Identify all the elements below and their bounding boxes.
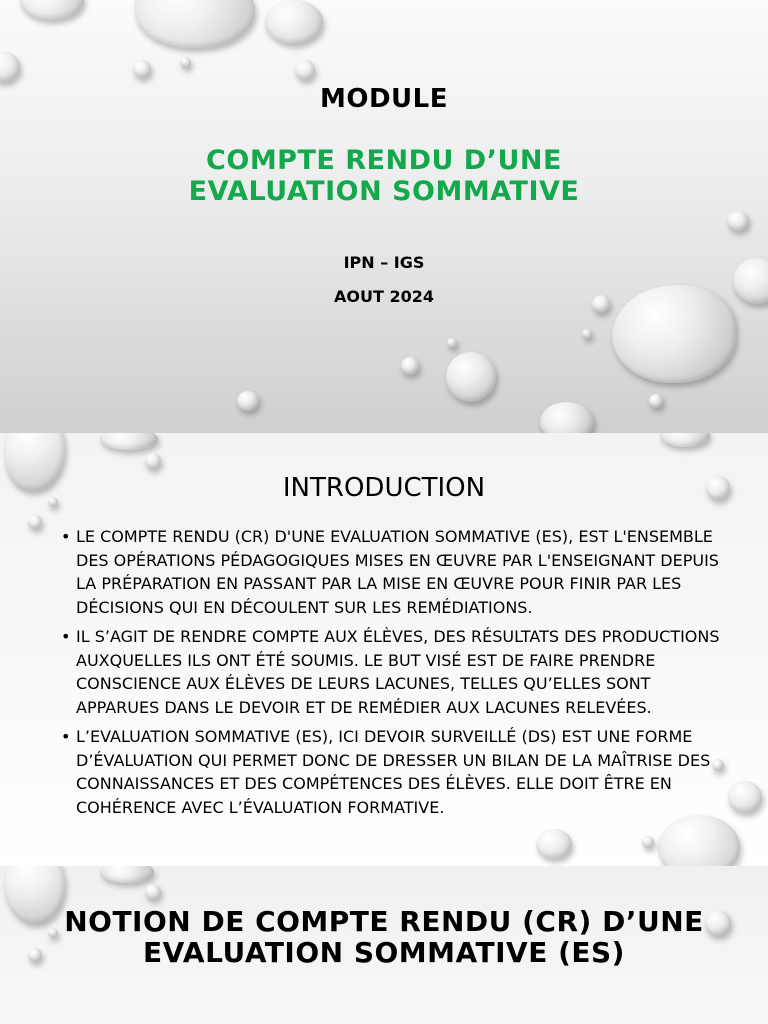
water-drop — [133, 60, 151, 78]
water-drop — [180, 57, 191, 68]
water-drop — [0, 52, 20, 82]
water-drop — [727, 211, 749, 231]
water-drop — [401, 357, 419, 375]
water-drop — [660, 433, 710, 447]
water-drop — [536, 829, 572, 859]
slide-title — [0, 0, 768, 433]
notion-title-line-2: EVALUATION SOMMATIVE (ES) — [143, 936, 625, 969]
water-drop — [295, 60, 315, 80]
water-drop — [100, 866, 154, 883]
section-title: INTRODUCTION — [282, 473, 486, 503]
water-drop — [265, 0, 323, 44]
slide-notion — [0, 866, 768, 1024]
bullet-item: • LE COMPTE RENDU (CR) D'UNE EVALUATION SOMMATIVE (ES), EST L'ENSEMBLE DES OPÉRATIONS PÉDAGOGIQUES MISES EN ŒUVRE PAR L'ENSEIGNANT DEPUIS LA PRÉPARATION EN PASSANT PAR LA MISE EN ŒUVRE POUR FINIR PAR LES DÉCISIONS QUI EN DÉCOULENT SUR LES REMÉDIATIONS. — [60, 525, 720, 619]
water-drop — [28, 515, 42, 529]
water-drop — [145, 453, 161, 469]
bullet-item: • L’EVALUATION SOMMATIVE (ES), ICI DEVOIR SURVEILLÉ (DS) EST UNE FORME D’ÉVALUATION QUI PERMET DONC DE DRESSER UN BILAN DE LA MAÎTRISE DES CONNAISSANCES ET DES COMPÉTENCES DES ÉLÈVES. ELLE DOIT ÊTRE EN COHÉRENCE AVEC L’ÉVALUATION FORMATIVE. — [60, 725, 720, 819]
water-drop — [728, 781, 762, 813]
water-drop — [649, 394, 663, 408]
water-drop — [540, 402, 594, 433]
bullet-item: • IL S’AGIT DE RENDRE COMPTE AUX ÉLÈVES, DES RÉSULTATS DES PRODUCTIONS AUXQUELLES ILS ONT ÉTÉ SOUMIS. LE BUT VISÉ EST DE FAIRE PRENDRE CONSCIENCE AUX ÉLÈVES DE LEURS LACUNES, TELLES QU’ELLES SONT APPARUES DANS LE DEVOIR ET DE REMÉDIER AUX LACUNES RELEVÉES. — [60, 625, 720, 719]
water-drop — [20, 0, 84, 20]
water-drop — [447, 338, 457, 348]
water-drop — [642, 836, 654, 848]
title-line-1: COMPTE RENDU D’UNE — [206, 145, 562, 176]
water-drop — [100, 433, 158, 450]
bullet-list — [60, 525, 720, 825]
organization-label: IPN – IGS — [343, 253, 425, 272]
water-drop — [446, 352, 496, 402]
presentation-title — [0, 145, 768, 207]
water-drop — [135, 0, 255, 48]
section-title — [0, 906, 768, 968]
water-drop — [582, 329, 592, 339]
module-label: MODULE — [320, 84, 448, 114]
title-line-2: EVALUATION SOMMATIVE — [188, 176, 580, 207]
slide-introduction — [0, 433, 768, 866]
date-label: AOUT 2024 — [334, 287, 434, 306]
water-drop — [237, 391, 259, 411]
notion-title-line-1: NOTION DE COMPTE RENDU (CR) D’UNE — [64, 905, 704, 938]
water-drop — [145, 884, 161, 900]
